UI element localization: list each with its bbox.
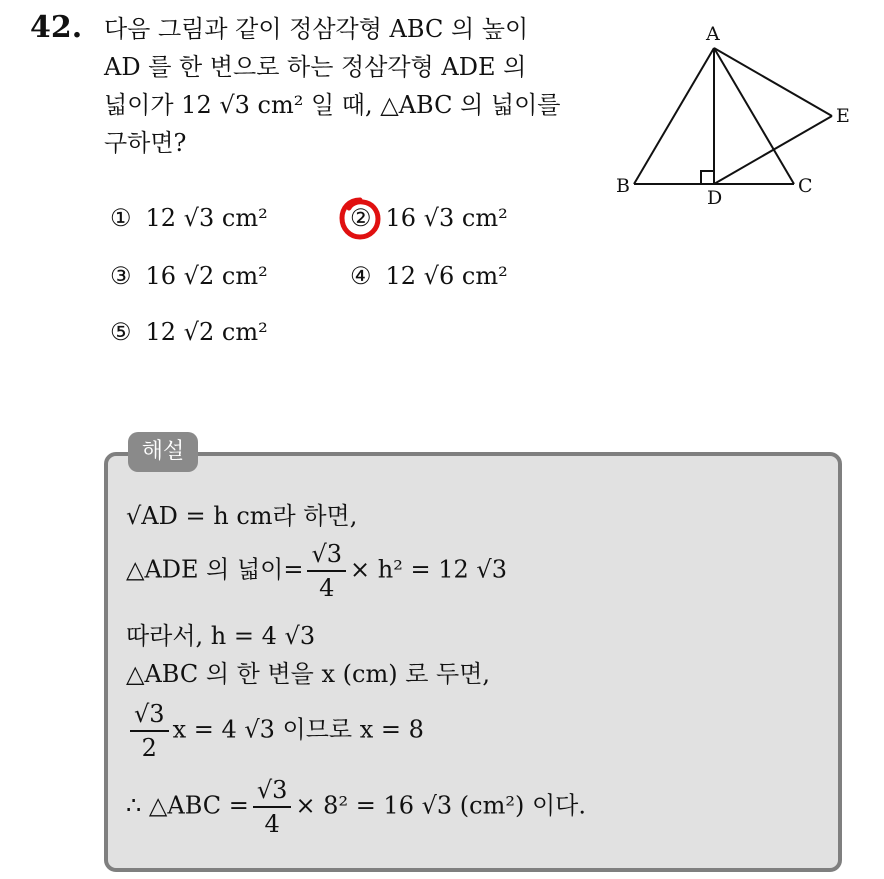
choice-4[interactable] <box>350 262 508 290</box>
choice-3-text: 16 √2 cm² <box>145 262 268 290</box>
label-b: B <box>616 175 630 197</box>
choice-5-text: 12 √2 cm² <box>145 318 268 346</box>
fraction-numerator: √3 <box>130 700 169 732</box>
answer-mark-circle <box>336 195 384 243</box>
question-line-4: 구하면? <box>104 129 187 157</box>
choice-2-text: 16 √3 cm² <box>385 204 508 232</box>
fraction-denominator: 4 <box>264 810 280 838</box>
question-line-1: 다음 그림과 같이 정삼각형 ABC 의 높이 <box>104 15 529 43</box>
choice-5[interactable] <box>110 318 268 346</box>
question-line-3: 넓이가 12 √3 cm² 일 때, △ABC 의 넓이를 <box>104 91 561 119</box>
fraction-sqrt3-over-4-final <box>253 776 292 838</box>
solution-line-6-pre: ∴ △ABC = <box>126 791 249 820</box>
fraction-denominator: 2 <box>141 734 157 762</box>
choice-5-number: ⑤ <box>110 318 132 346</box>
fraction-sqrt3-over-2 <box>130 700 169 762</box>
solution-line-1: √AD = h cm라 하면, <box>126 502 358 530</box>
choice-1[interactable] <box>110 204 268 232</box>
choice-3[interactable] <box>110 262 268 290</box>
fraction-sqrt3-over-4 <box>307 540 346 602</box>
segment-de <box>714 116 832 184</box>
solution-line-6 <box>126 776 586 838</box>
segment-ae <box>714 48 832 116</box>
label-d: D <box>707 187 723 209</box>
solution-line-5 <box>126 700 424 762</box>
solution-line-5-post: x = 4 √3 이므로 x = 8 <box>172 715 424 744</box>
choice-2-number: ② <box>350 204 372 232</box>
solution-badge: 해설 <box>128 432 198 472</box>
label-c: C <box>798 175 813 197</box>
choice-4-text: 12 √6 cm² <box>385 262 508 290</box>
solution-line-2 <box>126 540 507 602</box>
fraction-numerator: √3 <box>253 776 292 808</box>
right-angle-mark <box>701 171 714 184</box>
choice-1-text: 12 √3 cm² <box>145 204 268 232</box>
segment-ac <box>714 48 794 184</box>
triangle-figure <box>610 20 860 210</box>
choice-4-number: ④ <box>350 262 372 290</box>
solution-line-6-post: × 8² = 16 √3 (cm²) 이다. <box>295 791 586 820</box>
label-a: A <box>706 23 720 45</box>
choice-1-number: ① <box>110 204 132 232</box>
solution-line-2-pre: △ADE 의 넓이= <box>126 555 304 584</box>
choice-3-number: ③ <box>110 262 132 290</box>
fraction-numerator: √3 <box>307 540 346 572</box>
solution-line-3: 따라서, h = 4 √3 <box>126 622 316 650</box>
question-line-2: AD 를 한 변으로 하는 정삼각형 ADE 의 <box>104 53 527 81</box>
segment-ab <box>634 48 714 184</box>
solution-line-2-post: × h² = 12 √3 <box>350 555 507 584</box>
label-e: E <box>836 105 850 127</box>
solution-line-4: △ABC 의 한 변을 x (cm) 로 두면, <box>126 660 491 688</box>
question-text <box>104 10 604 162</box>
fraction-denominator: 4 <box>319 574 335 602</box>
question-number: 42. <box>30 10 83 45</box>
